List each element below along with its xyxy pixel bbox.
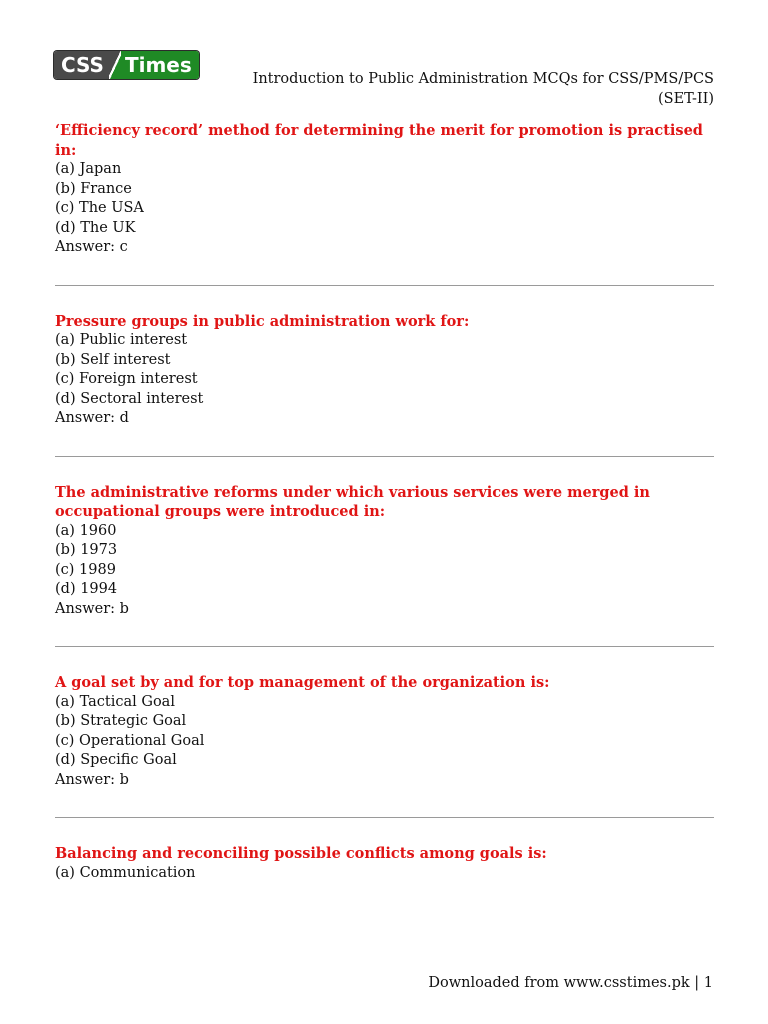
option-a: (a) Tactical Goal bbox=[55, 693, 175, 710]
mcq-item bbox=[55, 312, 714, 429]
question-text: Pressure groups in public administration work for: bbox=[55, 312, 470, 330]
option-c: (c) Operational Goal bbox=[55, 732, 205, 749]
option-c: (c) The USA bbox=[55, 200, 144, 216]
answer-text: Answer: c bbox=[55, 239, 128, 255]
mcq-item bbox=[55, 121, 714, 258]
option-a: (a) Communication bbox=[55, 864, 196, 881]
option-c: (c) 1989 bbox=[55, 561, 116, 578]
question-text: The administrative reforms under which various services were merged in occupational groups were introduced in: bbox=[55, 483, 650, 520]
option-b: (b) France bbox=[55, 180, 132, 197]
csstimes-logo bbox=[54, 51, 199, 79]
question-text: Balancing and reconciling possible conflicts among goals is: bbox=[55, 845, 547, 862]
option-a: (a) Japan bbox=[55, 161, 122, 177]
question-text: ‘Efficiency record’ method for determining the merit for promotion is practised in: bbox=[55, 122, 703, 159]
divider bbox=[55, 285, 714, 286]
option-b: (b) 1973 bbox=[55, 542, 118, 558]
option-b: (b) Strategic Goal bbox=[55, 713, 187, 729]
option-a: (a) 1960 bbox=[55, 522, 117, 539]
divider bbox=[55, 646, 714, 647]
page-header-title: Introduction to Public Administration MCQs for CSS/PMS/PCS (SET-II) bbox=[252, 71, 714, 107]
option-c: (c) Foreign interest bbox=[55, 371, 198, 387]
mcq-item bbox=[55, 673, 714, 790]
mcq-list bbox=[55, 121, 714, 883]
option-a: (a) Public interest bbox=[55, 332, 188, 348]
mcq-item bbox=[55, 844, 714, 883]
option-d: (d) The UK bbox=[55, 219, 136, 236]
option-d: (d) Specific Goal bbox=[55, 752, 177, 768]
answer-text: Answer: b bbox=[55, 600, 129, 617]
option-d: (d) Sectoral interest bbox=[55, 390, 204, 407]
mcq-item bbox=[55, 483, 714, 620]
answer-text: Answer: b bbox=[55, 771, 129, 788]
question-text: A goal set by and for top management of the organization is: bbox=[55, 674, 550, 691]
option-b: (b) Self interest bbox=[55, 351, 171, 368]
logo-css-text: CSS bbox=[54, 51, 109, 79]
answer-text: Answer: d bbox=[55, 410, 129, 426]
logo-slash bbox=[109, 51, 121, 79]
page-footer: Downloaded from www.csstimes.pk | 1 bbox=[428, 975, 713, 991]
divider bbox=[55, 456, 714, 457]
divider bbox=[55, 817, 714, 818]
logo-times-text: Times bbox=[121, 51, 199, 79]
option-d: (d) 1994 bbox=[55, 581, 118, 597]
